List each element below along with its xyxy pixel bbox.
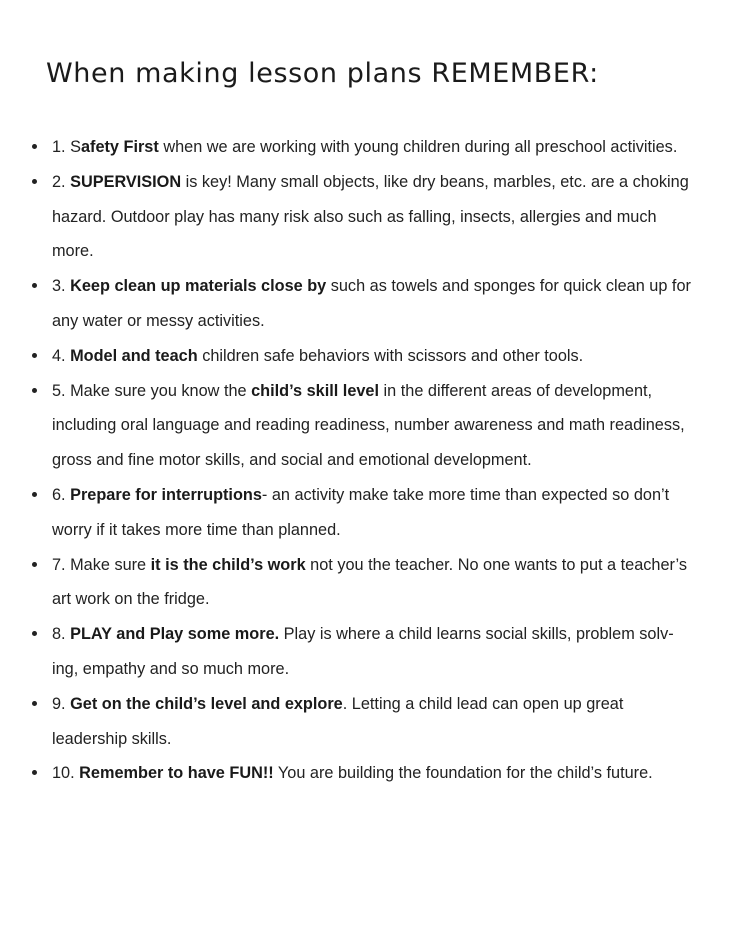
item-text: 3. (52, 277, 71, 296)
page-title: When making lesson plans REMEMBER: (46, 58, 599, 89)
item-emphasis: Remember to have FUN!! (79, 764, 274, 783)
item-text: 1. S (52, 138, 81, 156)
item-text: when we are working with young children during all preschool activities. (158, 138, 678, 156)
item-text: 5. Make sure you know the (52, 381, 252, 400)
item-text: 8. (52, 625, 71, 644)
item-text: 7. Make sure (52, 555, 151, 574)
item-text: not you the teacher. No one wants to put a teacher’s art work on the fridge. (52, 555, 688, 609)
item-text: You are building the foundation for the child’s future. (273, 764, 653, 783)
list-item (52, 374, 702, 478)
item-text: such as towels and sponges for quick clean up for any water or messy activities. (52, 277, 691, 330)
item-text: 2. (52, 172, 71, 191)
list-item (52, 756, 702, 791)
list-item (52, 165, 702, 269)
item-emphasis: afety First (80, 138, 159, 156)
item-text: in the different areas of development, including oral language and reading readiness, number awareness and math readiness, gross and fine motor skills, and social and emotional development. (52, 381, 685, 470)
item-emphasis: it is the child’s work (150, 555, 306, 574)
item-emphasis: SUPERVISION (70, 172, 182, 191)
item-emphasis: PLAY and Play some more. (70, 625, 280, 644)
list-item (52, 478, 702, 548)
item-emphasis: Keep clean up materials close by (70, 277, 327, 296)
list-item (52, 269, 702, 339)
item-emphasis: Prepare for interruptions (70, 485, 262, 504)
item-text: 10. (52, 764, 80, 783)
item-emphasis: Model and teach (70, 346, 198, 365)
item-text: Play is where a child learns social skills, problem solv- ing, empathy and so much more. (52, 625, 674, 678)
item-text: 6. (52, 485, 71, 504)
item-emphasis: Get on the child’s level and explore (70, 694, 343, 713)
item-text: . Letting a child lead can open up great leadership skills. (52, 694, 624, 748)
list-item (52, 548, 702, 618)
item-text: is key! Many small objects, like dry beans, marbles, etc. are a choking hazard. Outdoor play has many risk also such as falling, insects, allergies and much more. (52, 172, 689, 261)
list-item (52, 339, 702, 374)
reminder-list (52, 130, 702, 791)
item-emphasis: child’s skill level (251, 381, 380, 400)
list-item (52, 617, 702, 687)
item-text: 9. (52, 694, 71, 713)
item-text: 4. (52, 346, 71, 365)
item-text: - an activity make take more time than expected so don’t worry if it takes more time than planned. (52, 485, 670, 539)
item-text: children safe behaviors with scissors and other tools. (197, 346, 584, 365)
list-item (52, 687, 702, 757)
list-item (52, 130, 702, 165)
